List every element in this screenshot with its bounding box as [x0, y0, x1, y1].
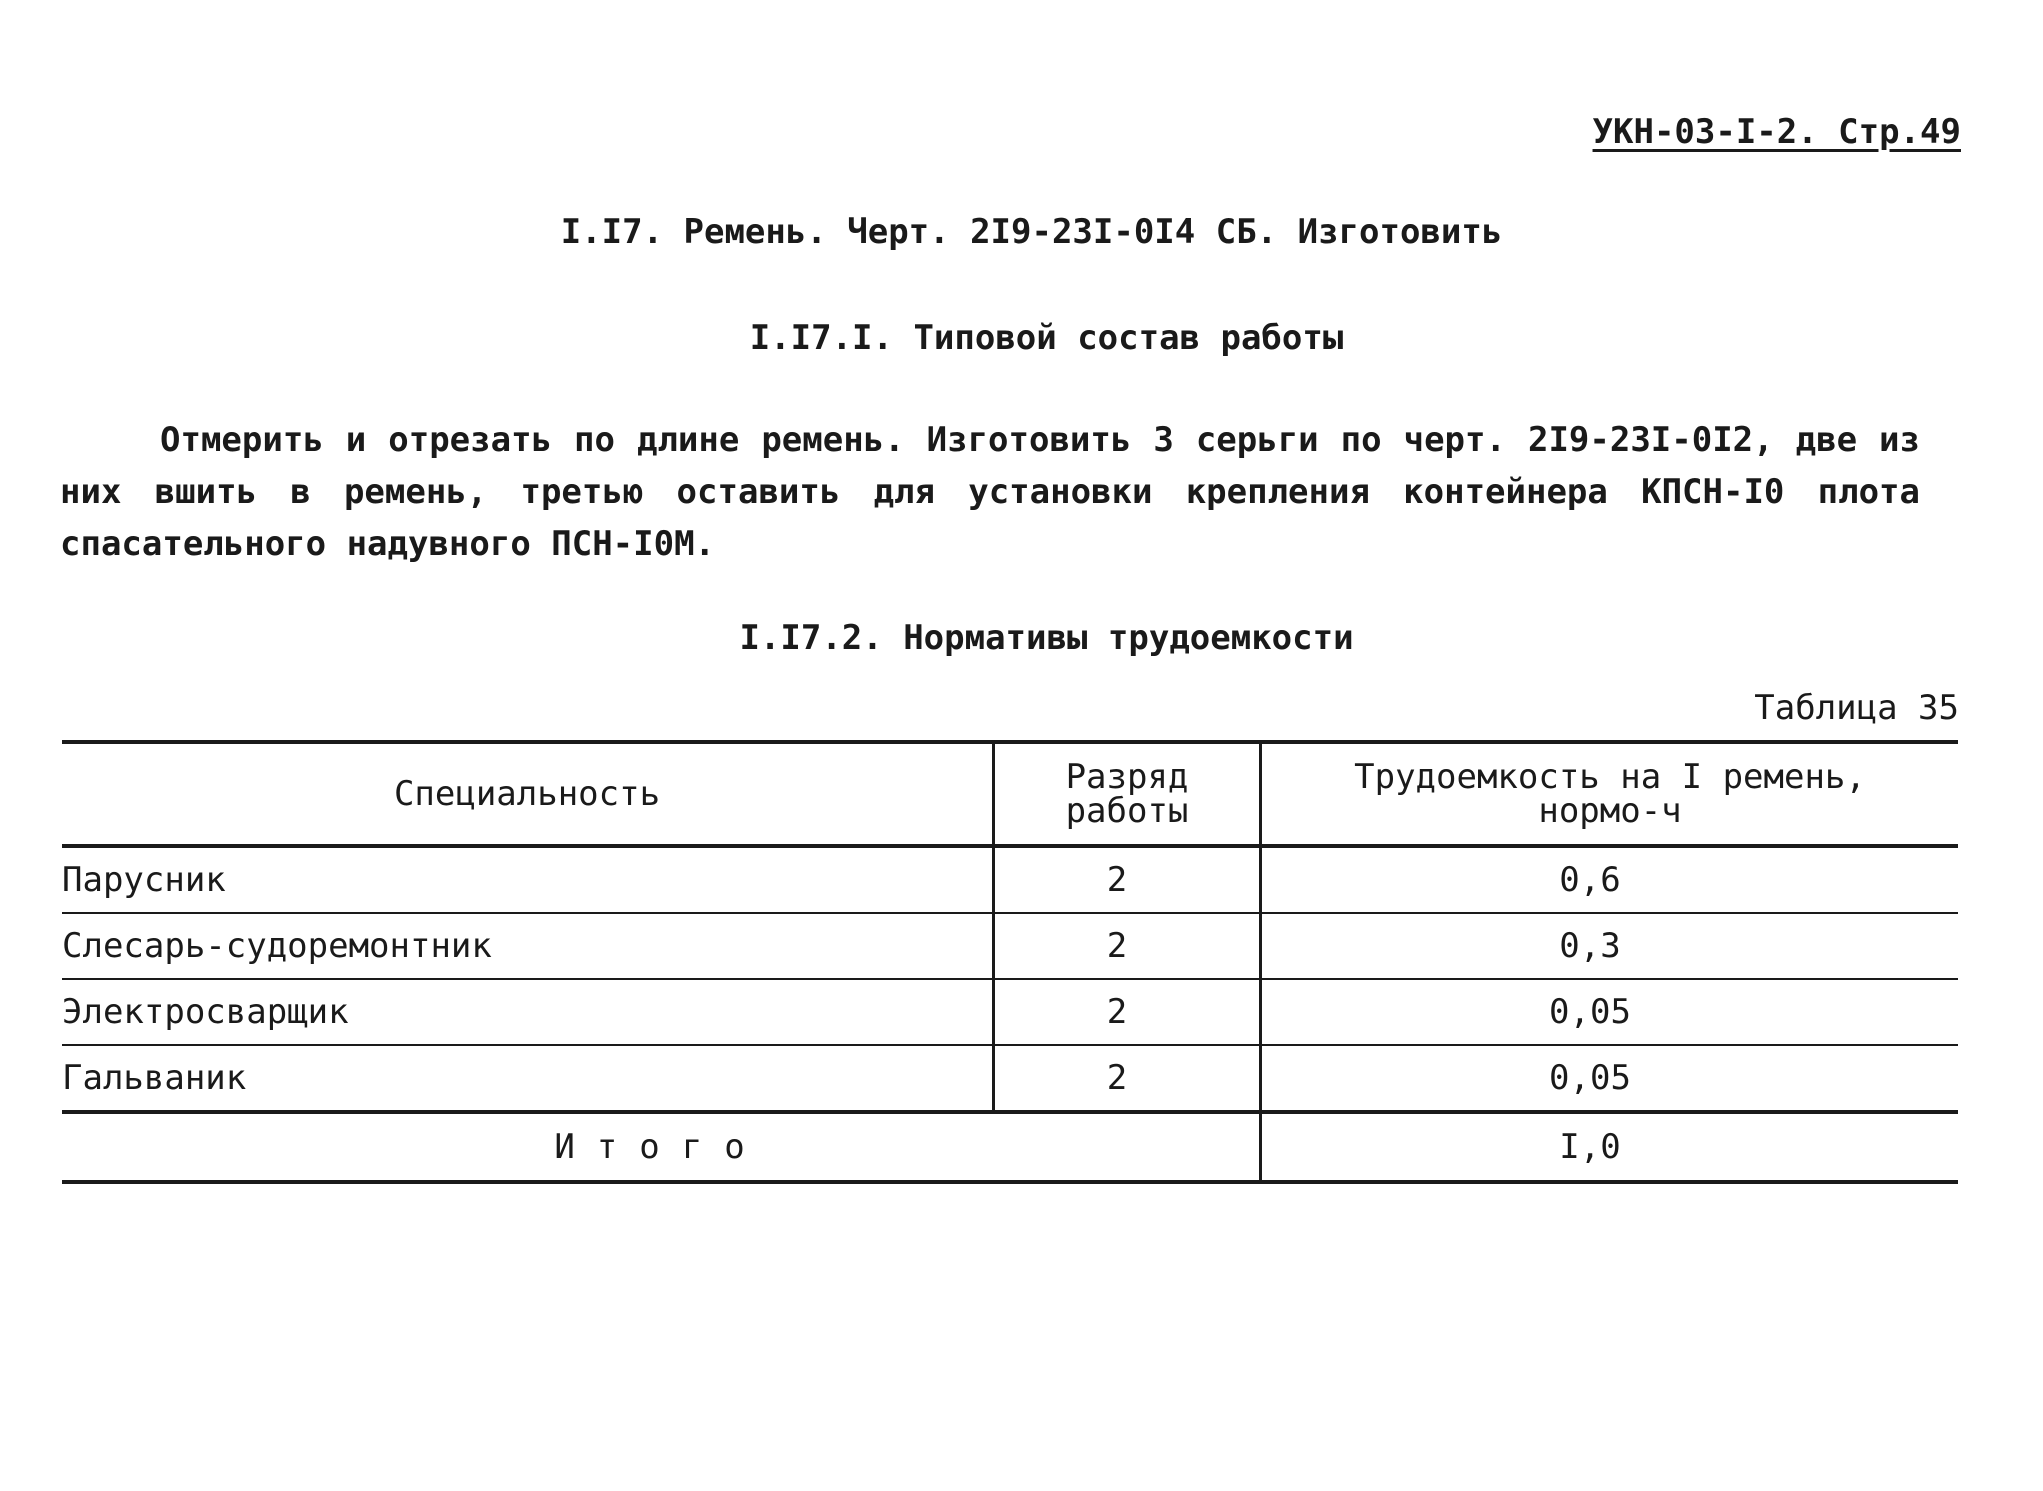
total-value: I,0 [1261, 1112, 1959, 1182]
cell-grade: 2 [994, 1045, 1261, 1112]
section-title: I.I7. Ремень. Черт. 2I9-23I-0I4 СБ. Изготовить [560, 212, 1503, 252]
header-grade [994, 742, 1261, 846]
header-labor-line2: нормо-ч [1538, 791, 1682, 831]
header-labor [1261, 742, 1959, 846]
cell-grade: 2 [994, 913, 1261, 979]
cell-specialty: Электросварщик [62, 979, 994, 1045]
work-description-paragraph: Отмерить и отрезать по длине ремень. Изготовить 3 серьги по черт. 2I9-23I-0I2, две из них вшить в ремень, третью оставить для установки крепления контейнера КПСН-I0 плота спасательного надувного ПСН-I0М. [60, 420, 1920, 564]
table-header-row [62, 742, 1958, 846]
table-row [62, 1045, 1958, 1112]
total-label: Итого [62, 1112, 1261, 1182]
table-row [62, 913, 1958, 979]
table-label: Таблица 35 [1754, 688, 1959, 728]
cell-grade: 2 [994, 979, 1261, 1045]
cell-labor: 0,6 [1261, 846, 1959, 913]
table-row [62, 846, 1958, 913]
cell-labor: 0,05 [1261, 1045, 1959, 1112]
table-total-row [62, 1112, 1958, 1182]
cell-grade: 2 [994, 846, 1261, 913]
table-row [62, 979, 1958, 1045]
labor-norms-table [62, 740, 1958, 1184]
header-grade-line1: Разряд [1065, 757, 1189, 797]
cell-labor: 0,3 [1261, 913, 1959, 979]
cell-specialty: Слесарь-судоремонтник [62, 913, 994, 979]
cell-labor: 0,05 [1261, 979, 1959, 1045]
cell-specialty: Гальваник [62, 1045, 994, 1112]
header-grade-line2: работы [1065, 791, 1189, 831]
subsection-title-labor-norms: I.I7.2. Нормативы трудоемкости [739, 618, 1354, 658]
subsection-title-work-composition: I.I7.I. Типовой состав работы [749, 318, 1344, 358]
header-labor-line1: Трудоемкость на I ремень, [1354, 757, 1866, 797]
header-specialty: Специальность [62, 742, 994, 846]
cell-specialty: Парусник [62, 846, 994, 913]
page-reference: УКН-03-I-2. Стр.49 [1592, 112, 1961, 152]
